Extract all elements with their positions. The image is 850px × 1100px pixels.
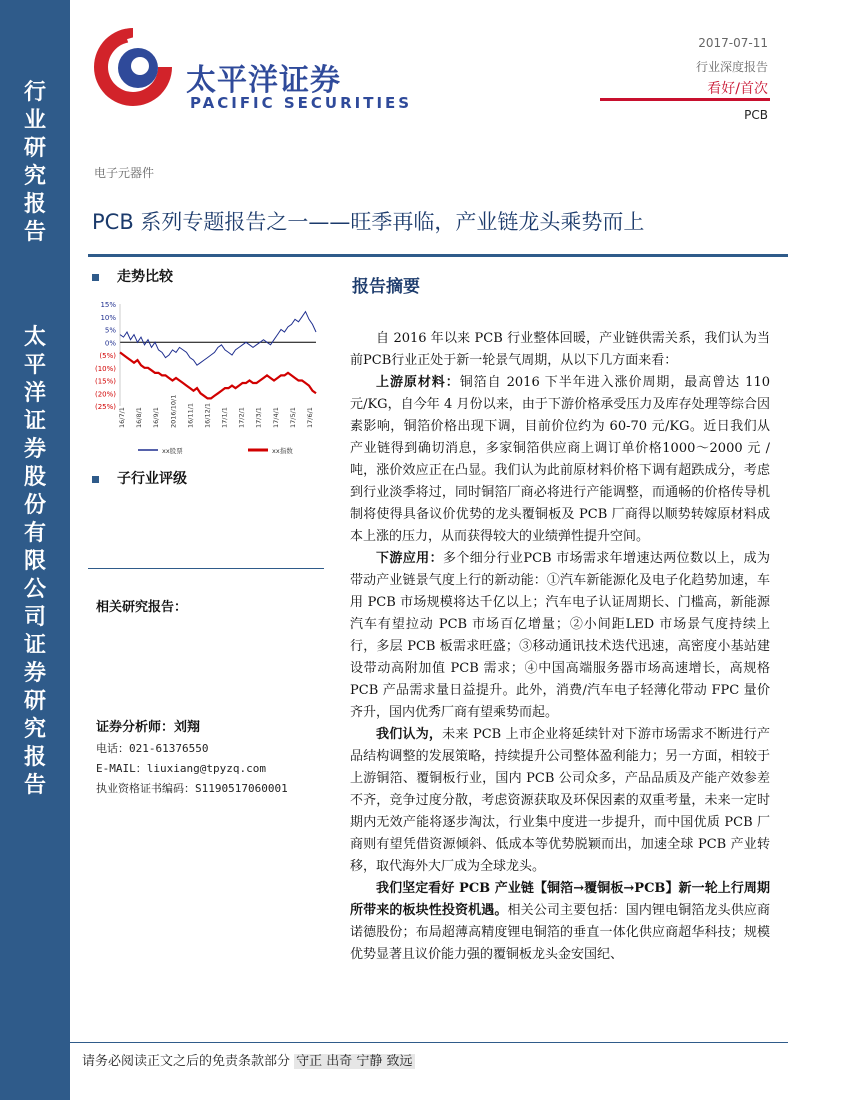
report-date: 2017-07-11 (698, 36, 768, 50)
analyst-phone: 电话：021-61376550 (96, 742, 209, 755)
x-tick-label: 17/1/1 (220, 407, 229, 428)
title-rule (88, 254, 788, 257)
pacific-logo-icon (88, 22, 178, 112)
footer-rule (68, 1042, 788, 1043)
footer-disclaimer: 请务必阅读正文之后的免责条款部分 (82, 1054, 291, 1069)
paragraph-lead: 上游原材料： (376, 375, 460, 390)
paragraph-lead: 下游应用： (376, 551, 443, 566)
analyst-license: 执业资格证书编码：S1190517060001 (96, 782, 288, 795)
x-tick-label: 17/5/1 (288, 407, 297, 428)
abstract-paragraph: 我们认为，未来 PCB 上市企业将延续针对下游市场需求不断进行产品结构调整的发展策略，持续提升公司整体盈利能力；另一方面，相较于上游铜箔、覆铜板行业，国内 PCB 公司众多，产品品质及产能产效参差不齐，竞争过度分散，考虑资源获取及环保因素的双重考量，未来一定时期内无效产能将逐步淘汰，行业集中度进一步提升，而中国优质 PCB 厂商则有望凭借资源倾斜、低成本等优势脱颖而出，加速全球 PCB 产业转移，取代海外大厂成为全球龙头。 (350, 727, 770, 874)
sidebar-char: 业 (23, 108, 46, 133)
trend-chart (88, 296, 324, 456)
sidebar-char: 有 (23, 521, 46, 546)
y-tick-label: (15%) (94, 377, 116, 386)
sidebar-char: 限 (23, 549, 46, 574)
page-title: PCB 系列专题报告之一——旺季再临，产业链龙头乘势而上 (92, 210, 645, 234)
sidebar-char: 券 (23, 437, 46, 462)
x-tick-label: 16/9/1 (152, 407, 161, 428)
x-tick-label: 17/3/1 (254, 407, 263, 428)
sidebar-char: 报 (23, 745, 46, 770)
sidebar-char: 研 (23, 689, 46, 714)
sector-name: 电子元器件 (94, 166, 155, 180)
abstract-paragraph: 自 2016 年以来 PCB 行业整体回暖，产业链供需关系，我们认为当前PCB行业正处于新一轮景气周期，从以下几方面来看： (350, 331, 770, 368)
header-red-rule (600, 98, 770, 101)
brand-en: PACIFIC SECURITIES (190, 94, 413, 112)
x-tick-label: 16/12/1 (203, 402, 212, 428)
series-line-xx股票 (120, 312, 316, 366)
sidebar-char: 证 (23, 633, 46, 658)
y-tick-label: (5%) (99, 352, 116, 360)
sidebar-top-label (0, 82, 70, 250)
x-tick-label: 16/7/1 (118, 407, 126, 428)
footer-motto: 守正 出奇 宁静 致远 (296, 1054, 413, 1069)
x-tick-label: 17/2/1 (237, 407, 246, 428)
sidebar-bottom (0, 255, 70, 1100)
x-tick-label: 17/4/1 (271, 407, 280, 428)
sidebar-char: 公 (23, 577, 46, 602)
sidebar-char: 报 (23, 192, 46, 217)
abstract-paragraph: 上游原材料：铜箔自 2016 下半年进入涨价周期，最高曾达 110元/KG，自今年 4 月份以来，由于下游价格承受压力及库存处理等综合因素影响，铜箔价格出现下调，目前价位约为 60-70 元/KG。近日我们从产业链得到确切消息，多家铜箔供应商上调订单价格1000～2000 元 / 吨，涨价效应正在凸显。我们认为此前原材料价格下调有超跌成分，考虑到行业淡季将过，同时铜箔厂商必将进行产能调整，而通畅的价格传导机制将使得具备议价优势的龙头覆铜板及 PCB 厂商得以顺势转嫁原材料成本上涨的压力，从而获得较大的业绩弹性提升空间。 (350, 375, 770, 544)
sector-code: PCB (744, 108, 768, 122)
y-tick-label: 15% (100, 301, 116, 309)
bullet-square-icon (92, 476, 99, 483)
x-tick-label: 16/8/1 (135, 407, 144, 428)
sidebar-char: 太 (23, 325, 46, 350)
sidebar-char: 券 (23, 661, 46, 686)
footer (82, 1050, 415, 1069)
analyst-name: 证券分析师：刘翔 (96, 720, 201, 735)
trend-heading (92, 266, 173, 286)
abstract-paragraph: 我们坚定看好 PCB 产业链【铜箔→覆铜板→PCB】新一轮上行周期所带来的板块性投资机遇。相关公司主要包括：国内锂电铜箔龙头供应商诺德股份；布局超薄高精度锂电铜箔的垂直一体化供应商超华科技；规模优势显著且议价能力强的覆铜板龙头金安国纪、 (350, 881, 770, 962)
sidebar-char: 司 (23, 605, 46, 630)
analyst-email[interactable]: E-MAIL：liuxiang@tpyzq.com (96, 762, 266, 775)
paragraph-lead: 我们坚定看好 PCB 产业链【铜箔→覆铜板→PCB】新一轮上行周期所带来的板块性投资机遇。 (350, 881, 770, 918)
sidebar-bottom-label (0, 327, 70, 803)
sidebar-char: 告 (23, 773, 46, 798)
y-tick-label: (20%) (94, 390, 116, 399)
brand-cn: 太平洋证券 (186, 63, 341, 98)
subrating-label: 子行业评级 (117, 471, 187, 487)
sidebar-char: 平 (23, 353, 46, 378)
subrating-heading (92, 468, 187, 488)
trend-label: 走势比较 (117, 269, 173, 285)
sidebar-top (0, 0, 70, 255)
y-tick-label: 0% (104, 339, 116, 348)
abstract-body (350, 328, 770, 966)
sidebar-char: 份 (23, 493, 46, 518)
y-tick-label: 10% (100, 313, 116, 322)
sidebar-char: 究 (23, 717, 46, 742)
x-tick-label: 2016/10/1 (169, 394, 178, 428)
y-tick-label: 5% (104, 326, 116, 335)
sidebar-char: 行 (23, 80, 46, 105)
sidebar-char: 告 (23, 220, 46, 245)
legend-label: xx指数 (272, 447, 293, 455)
paragraph-lead: 我们认为， (376, 727, 443, 742)
sidebar-char: 股 (23, 465, 46, 490)
sidebar-char: 洋 (23, 381, 46, 406)
sidebar-char: 究 (23, 164, 46, 189)
y-tick-label: (10%) (94, 364, 116, 373)
x-tick-label: 16/11/1 (186, 402, 195, 428)
abstract-paragraph: 下游应用：多个细分行业PCB 市场需求年增速达两位数以上，成为带动产业链景气度上行的新动能：①汽车新能源化及电子化趋势加速，车用 PCB 市场规模将达千亿以上；汽车电子认证周期长、门槛高，新能源汽车有望拉动 PCB 市场百亿增量；②小间距LED 市场景气度持续上行，多层 PCB 板需求旺盛；③移动通讯技术迭代迅速，高密度小基站建设带动高附加值 PCB 需求；④中国高端服务器市场高速增长，高规格 PCB 产品需求量日益提升。此外，消费/汽车电子轻薄化带动 FPC 量价齐升，国内优秀厂商有望乘势而起。 (350, 551, 770, 720)
bullet-square-icon (92, 274, 99, 281)
legend-label: xx股票 (162, 447, 183, 455)
y-tick-label: (25%) (94, 403, 116, 411)
series-line-xx指数 (120, 352, 316, 398)
abstract-heading: 报告摘要 (352, 277, 420, 297)
rating: 看好/首次 (707, 81, 768, 97)
related-reports-label: 相关研究报告： (96, 600, 188, 615)
sidebar-char: 证 (23, 409, 46, 434)
divider (88, 568, 324, 569)
report-type: 行业深度报告 (695, 60, 768, 74)
x-tick-label: 17/6/1 (306, 407, 314, 428)
sidebar-char: 研 (23, 136, 46, 161)
